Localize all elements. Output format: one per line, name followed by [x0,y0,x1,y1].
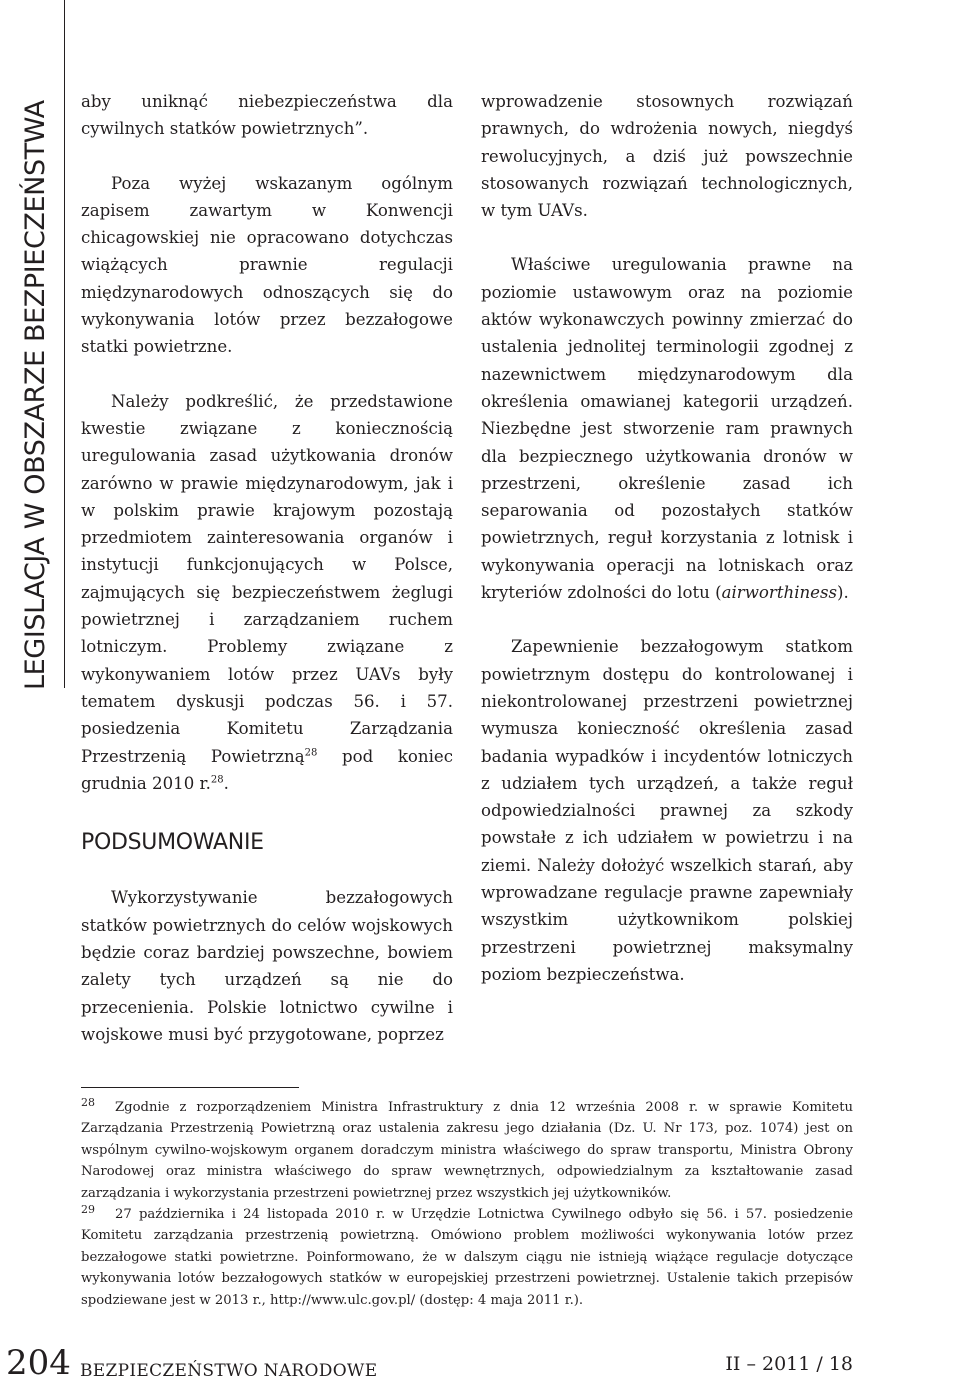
paragraph: aby uniknąć niebezpieczeństwa dla cywilnych statków powietrznych”. [81,92,453,139]
footnote [81,1097,853,1204]
section-heading: PODSUMOWANIE [81,830,264,856]
section-title: LEGISLACJA W OBSZARZE BEZPIECZEŃSTWA [20,100,51,690]
footnote-text: Zgodnie z rozporządzeniem Ministra Infrastruktury z dnia 12 września 2008 r. w sprawie Komitetu Zarządzania Przestrzenią Powietrzną oraz ustalenia zakresu jego działania (Dz. U. Nr 173, poz. 1074) jest on wspólnym cywilno-wojskowym organem doradczym ministra właściwego do spraw transportu, Ministra Obrony Narodowej oraz ministra właściwego do spraw wewnętrznych, odpowiedzialnym za kształtowanie zasad zarządzania i wykorzystania przestrzeni powietrznej przez wszystkich jej użytkowników. [81,1100,853,1201]
footnote-number: 29 [81,1202,95,1216]
footnote [81,1204,853,1311]
italic-term: airworthiness [721,583,838,603]
page-number: 204 [6,1343,71,1383]
paragraph: Poza wyżej wskazanym ogólnym zapisem zawartym w Konwencji chicagowskiej nie opracowano dotychczas wiążących prawnie regulacji międzynarodowych odnoszących się do wykonywania lotów przez bezzałogowe statki powietrzne. [81,173,453,357]
paragraph [481,251,853,606]
footnote-ref[interactable]: 28 [210,774,224,786]
paragraph: wprowadzenie stosownych rozwiązań prawnych, do wdrożenia nowych, niegdyś rewolucyjnych, a dziś już powszechnie stosowanych rozwiązań technologicznych, w tym UAVs. [481,92,853,221]
footnote-text: 27 października i 24 listopada 2010 r. w Urzędzie Lotnictwa Cywilnego odbyło się 56. i 57. posiedzenie Komitetu zarządzania przestrzenią powietrzną. Omówiono problem możliwości wykonywania lotów przez bezzałogowe statki powietrzne. Poinformowano, że w dalszym ciągu nie istnieją wiążące regulacje dotyczące wykonywania lotów bezzałogowych statków w europejskiej przestrzeni powietrznej. Ustalenie takich przepisów spodziewane jest w 2013 r., http://www.ulc.gov.pl/ (dostęp: 4 maja 2011 r.). [81,1207,853,1308]
left-column [81,88,453,1048]
paragraph: Zapewnienie bezzałogowym statkom powietrznym dostępu do kontrolowanej i niekontrolowanej przestrzeni powietrznej wymusza konieczność określenia zasad badania wypadków i incydentów lotniczych z udziałem tych urządzeń, a także reguł odpowiedzialności prawnej za szkody powstałe z ich udziałem w powietrzu i na ziemi. Należy dołożyć wszelkich starań, aby wprowadzane regulacje prawne zapewniały wszystkim użytkownikom polskiej przestrzeni powietrznej maksymalny poziom bezpieczeństwa. [481,637,853,984]
paragraph-text: pod koniec grudnia 2010 r. [81,746,453,793]
footnotes [81,1097,853,1311]
issue-number: II – 2011 / 18 [725,1353,853,1375]
paragraph-text: Należy podkreślić, że przedstawione kwestie związane z koniecznością uregulowania zasad użytkowania dronów zarówno w prawie międzynarodowym, jak i w polskim prawie krajowym pozostają przedmiotem zainteresowania organów i instytucji funkcjonujących w Polsce, zajmujących się bezpieczeństwem żeglugi powietrznej i zarządzaniem ruchem lotniczym. Problemy związane z wykonywaniem lotów przez UAVs były tematem dyskusji podczas 56. i 57. posiedzenia Komitetu Zarządzania Przestrzenią Powietrzną [81,391,453,766]
journal-title: BEZPIECZEŃSTWO NARODOWE [80,1361,378,1381]
sidebar-rule [64,0,65,688]
paragraph [81,388,453,797]
paragraph-text: ). [837,583,849,603]
footnote-divider [81,1087,299,1088]
paragraph: Wykorzystywanie bezzałogowych statków powietrznych do celów wojskowych będzie coraz bardziej powszechne, bowiem zalety tych urządzeń są nie do przecenienia. Polskie lotnictwo cywilne i wojskowe musi być przygotowane, poprzez [81,888,453,1044]
footnote-number: 28 [81,1095,95,1109]
paragraph-text: Właściwe uregulowania prawne na poziomie ustawowym oraz na poziomie aktów wykonawczych powinny zmierzać do ustalenia jednolitej terminologii zgodnej z nazewnictwem międzynarodowym dla określenia omawianej kategorii urządzeń. Niezbędne jest stworzenie ram prawnych dla bezpiecznego użytkowania dronów w przestrzeni, określenie zasad ich separowania od pozostałych statków powietrznych, reguł korzystania z lotnisk i wykonywania operacji na lotniskach oraz kryteriów zdolności do lotu ( [481,255,853,603]
right-column [481,88,853,988]
footnote-ref[interactable]: 28 [304,747,318,758]
paragraph-text: . [223,773,229,793]
